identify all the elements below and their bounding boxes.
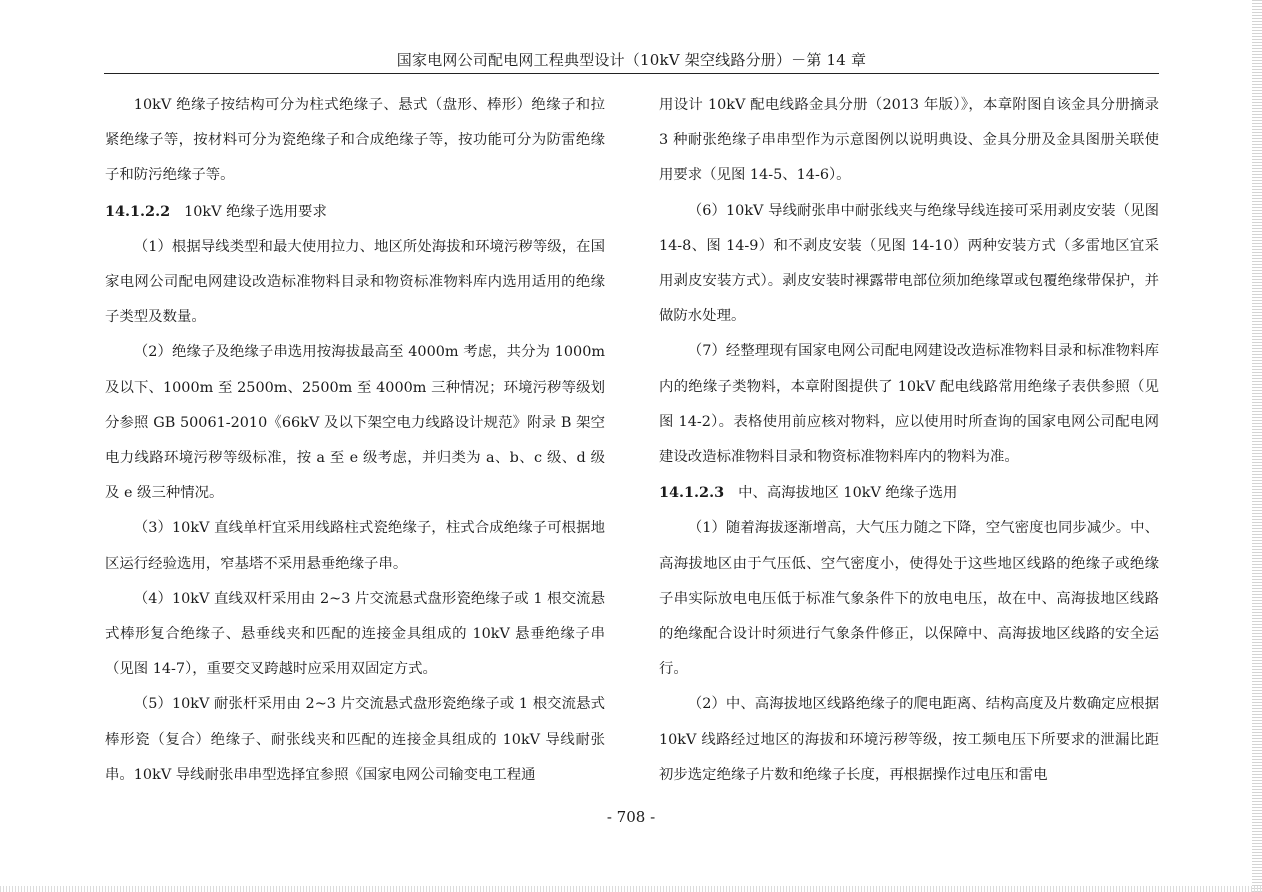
paragraph: （3）10kV 直线单杆宜采用线路柱式瓷绝缘子，柱式合成绝缘子可根据地区运行经验选用，窄基塔不采用悬垂绝缘子串。 bbox=[105, 520, 605, 572]
right-column bbox=[659, 88, 1159, 793]
paragraph: （1）根据导线类型和最大使用拉力、地区所处海拔和环境污秽等级，在国家电网公司配电网建设改造标准物料目录和物资标准物料库内选用适用的绝缘子类型及数量。 bbox=[105, 238, 605, 326]
paragraph: 10kV 绝缘子按结构可分为柱式绝缘子、悬式（盘形、棒形）绝缘子和拉紧绝缘子等，按材料可分为瓷绝缘子和合成绝缘子等，按功能可分为防雷绝缘子和防污绝缘子等。 bbox=[105, 97, 605, 184]
page-edge-texture bbox=[1252, 0, 1262, 892]
paragraph: （4）10kV 直线双杆采用由 2~3 片交流悬式盘形瓷绝缘子或 1 根交流悬式棒形复合绝缘子、悬垂线夹和匹配的连接金具组成的 10kV 悬垂绝缘子串（见图 14-7），重要交叉跨越时应采用双固定方式。 bbox=[105, 590, 605, 678]
section-number: 14.1.2.2 bbox=[105, 202, 171, 220]
paragraph: （7）经整理现有国家电网公司配电网建设改造标准物料目录和标准物料库内的绝缘子类物料，本章附图提供了 10kV 配电线路常用绝缘子表供参照（见图 14-2）。表格使用前应核对物料，应以使用时所查询的国家电网公司配电网建设改造标准物料目录和物资标准物料库内的物料为准。 bbox=[659, 343, 1159, 466]
paragraph: （2）绝缘子及绝缘子串选用按海拔最高至 4000m 考虑，共分为 1000m 及以下、1000m 至 2500m、2500m 至 4000m 三种情况；环境污秽等级划分参照 GB 50061-2010《66kV 及以下架空电力线路设计规范》附录 B 架空电力线路环境污秽等级标准，按 a 至 e 级考虑，并归类为 a、b、c 级、d 级及 e 级三种情况。 bbox=[105, 344, 605, 502]
left-column bbox=[105, 88, 605, 793]
paragraph: （5）10kV 耐张杆采用由 2~3 片交流悬式盘形瓷绝缘子或 1 根交流悬式棒形瓷（复合）绝缘子、耐张线夹和匹配的连接金具组成的 10kV 导线耐张串。10kV 导线耐张串串型选择宜参照《国家电网公司输变电工程通 bbox=[105, 696, 605, 783]
header-rule bbox=[104, 73, 1159, 74]
section-heading bbox=[105, 194, 605, 230]
paragraph: （1）随着海拔逐渐增高，大气压力随之下降，空气密度也同步减少。中、高海拔地区由于气压低、空气密度小，使得处于这些地区线路的绝缘子或绝缘子串实际放电电压低于标准气象条件下的放电电压，故在中、高海拔地区线路的绝缘配合设计时须进行气象条件修正，以保障中、高海拔地区线路的安全运行。 bbox=[659, 520, 1159, 678]
paragraph: （6）10kV 导线耐张串中耐张线夹与绝缘导线连接可采用剥皮安装（见图 14-8、图 14-9）和不剥皮安装（见图 14-10）两种安装方式（多雷地区宜采用剥皮安装方式）。剥皮安装时裸露带电部位须加绝缘罩或包覆绝缘带保护，并做防水处理。 bbox=[659, 202, 1159, 325]
paragraph: （2）中、高海拔地区线路绝缘子的爬电距离、结构高度及片数确定应根据 10kV 线路经过地区的海拔和环境污秽等级，按工频电压下所要求的泄漏比距初步选定绝缘子片数和绝缘子长度，再根据操作过电压和雷电 bbox=[659, 696, 1159, 783]
page-number: - 708 - bbox=[606, 808, 656, 826]
paragraph-continued: 用设计 10kV 配电线路金具分册（2013 年版）》，本章附图自该金具分册摘录 3 种耐张绝缘子串串型作为示意图例以说明典设、金具分册及金具图册关联使用要求（见图 14-5、14-6）。 bbox=[659, 97, 1159, 184]
section-title: 中、高海拔地区 10kV 绝缘子选用 bbox=[738, 485, 958, 502]
section-heading bbox=[659, 475, 1159, 511]
running-header: 国家电网公司配电网工程典型设计（10kV 架空线路分册）－第 14 章 bbox=[396, 51, 867, 69]
page-edge-texture-bottom bbox=[0, 886, 1262, 892]
section-title: 10kV 绝缘子选用要求 bbox=[184, 203, 327, 220]
section-number: 14.1.2.3 bbox=[659, 484, 725, 502]
